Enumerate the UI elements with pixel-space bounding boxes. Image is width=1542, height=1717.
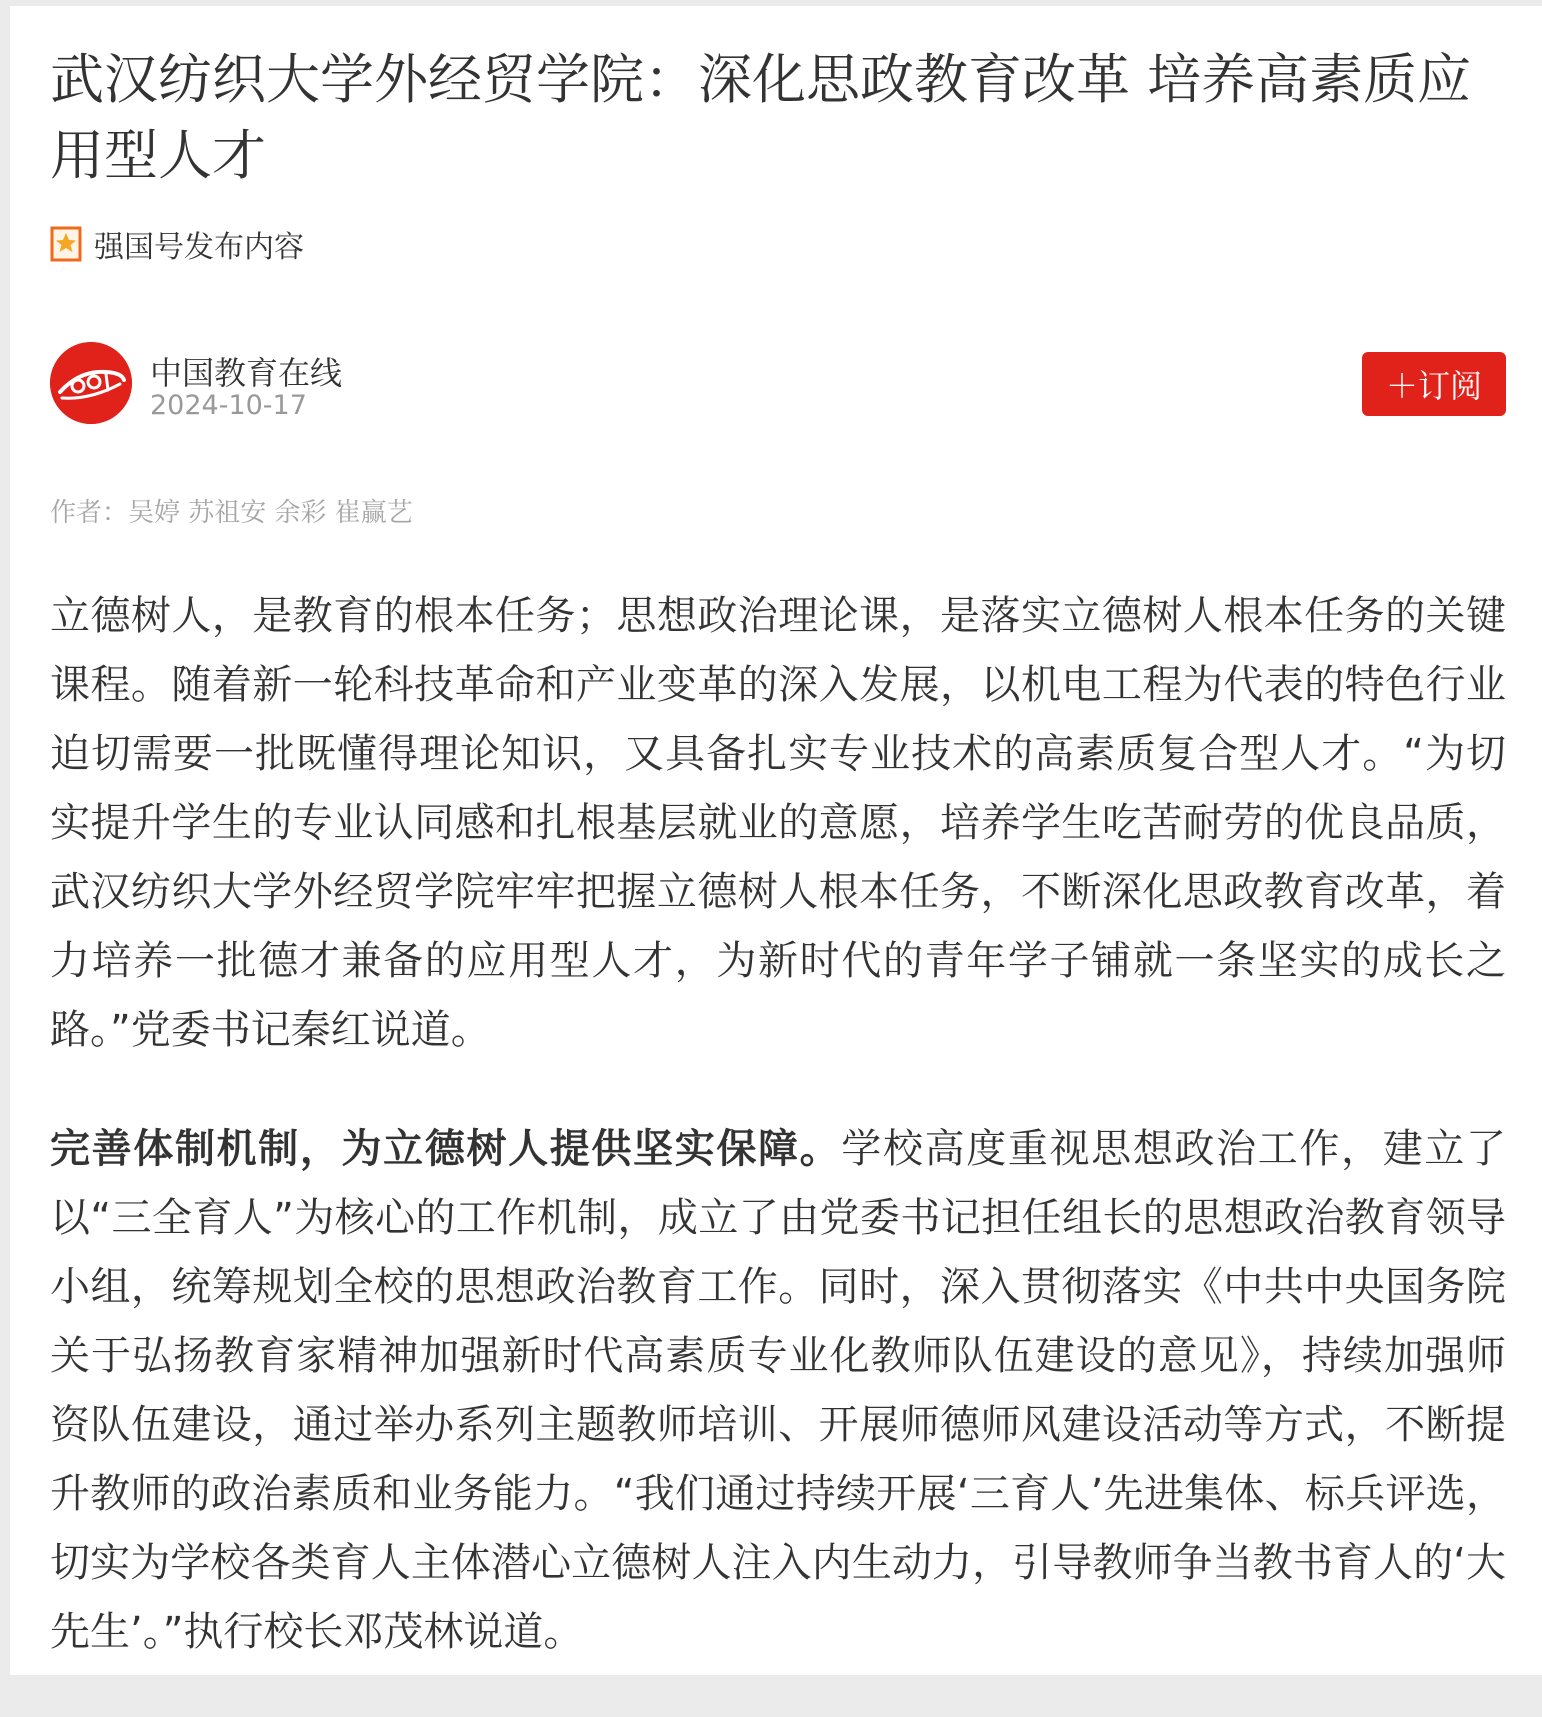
publisher-name[interactable]: 中国教育在线 [150,354,343,392]
article-body [50,582,1506,1717]
article-title: 武汉纺织大学外经贸学院：深化思政教育改革 培养高素质应用型人才 [50,48,1472,187]
paragraph-2 [50,1115,1506,1667]
paragraph-1-text: 立德树人，是教育的根本任务；思想政治理论课，是落实立德树人根本任务的关键课程。随着新一轮科技革命和产业变革的深入发展，以机电工程为代表的特色行业迫切需要一批既懂得理论知识，又具备扎实专业技术的高素质复合型人才。“为切实提升学生的专业认同感和扎根基层就业的意愿，培养学生吃苦耐劳的优良品质，武汉纺织大学外经贸学院牢牢把握立德树人根本任务，不断深化思政教育改革，着力培养一批德才兼备的应用型人才，为新时代的青年学子铺就一条坚实的成长之路。”党委书记秦红说道。 [50,593,1506,1053]
star-bookmark-icon [50,226,82,262]
publish-date: 2024-10-17 [150,390,307,421]
article-page [10,6,1542,1675]
source-tag [50,224,304,264]
paragraph-1 [50,582,1506,1065]
avatar[interactable] [50,342,132,424]
publisher-row [50,342,1506,424]
source-tag-label: 强国号发布内容 [94,230,304,265]
paragraph-2-lead: 完善体制机制，为立德树人提供坚实保障。 [50,1126,842,1172]
paragraph-2-text: 学校高度重视思想政治工作，建立了以“三全育人”为核心的工作机制，成立了由党委书记担任组长的思想政治教育领导小组，统筹规划全校的思想政治教育工作。同时，深入贯彻落实《中共中央国务院关于弘扬教育家精神加强新时代高素质专业化教师队伍建设的意见》，持续加强师资队伍建设，通过举办系列主题教师培训、开展师德师风建设活动等方式，不断提升教师的政治素质和业务能力。“我们通过持续开展‘三育人’先进集体、标兵评选，切实为学校各类育人主体潜心立德树人注入内生动力，引导教师争当教书育人的‘大先生’。”执行校长邓茂林说道。 [50,1126,1507,1655]
author-credit: 作者：吴婷 苏祖安 余彩 崔赢艺 [50,498,413,528]
china-education-online-logo [50,342,132,424]
subscribe-button[interactable]: ＋订阅 [1362,352,1506,416]
